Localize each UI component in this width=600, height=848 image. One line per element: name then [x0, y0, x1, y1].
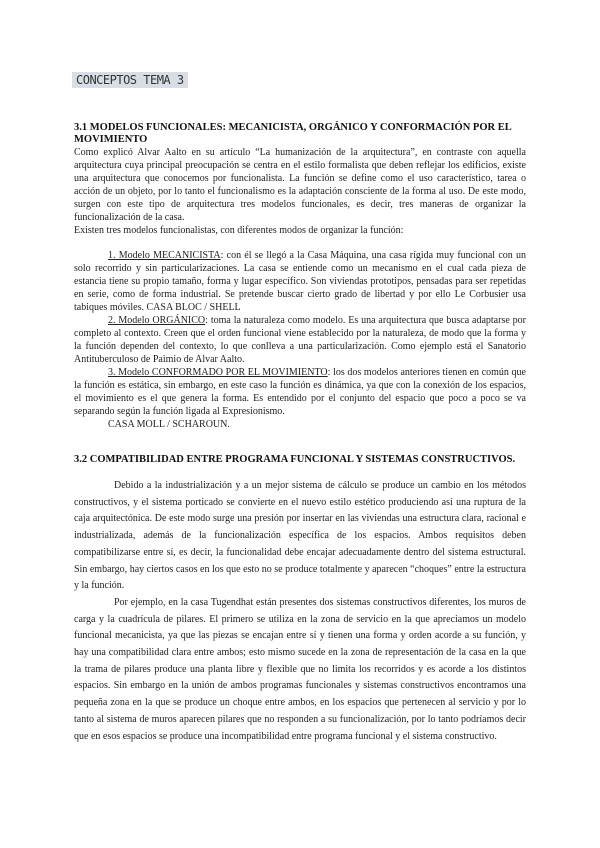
- section-3-2-title: 3.2 COMPATIBILIDAD ENTRE PROGRAMA FUNCIONAL Y SISTEMAS CONSTRUCTIVOS.: [74, 454, 516, 465]
- topic-tag: CONCEPTOS TEMA 3: [72, 72, 188, 88]
- model-movimiento-text: : los dos modelos anteriores tienen en común que la función es estática, sin embargo, en este caso la función es dinámica, ya que con la conexión de los espacios, el movimiento es el que genera la forma. Es entendido por el conjunto del espacio que poco a poco se va separando según la función ligada al Expresionismo.: [74, 367, 526, 417]
- section-3-2-paragraph-1: Debido a la industrialización y a un mejor sistema de cálculo se produce un cambio en los métodos constructivos, y el sistema porticado se convierte en el nuevo estilo estético produciendo así una ruptura de la caja arquitectónica. De este modo surge una presión por insertar en las viviendas una estructura clara, racional e industrializada, además de la funcionalización específica de los espacios. Ambos requisitos deben compatibilizarse entre sí, es decir, la funcionalidad debe encajar adecuadamente dentro del sistema estructural. Sin embargo, hay ciertos casos en los que esto no se produce totalmente y aparecen “choques” entre la estructura y la función.: [74, 480, 526, 592]
- section-3-2: [74, 453, 526, 745]
- model-organico-text: : toma la naturaleza como modelo. Es una arquitectura que busca adaptarse por completo al contexto. Creen que el orden funcional viene establecido por la naturaleza, de modo que la forma y la función dependen del contexto, lo que conlleva a una particularización. Como ejemplo está el Sanatorio Antituberculoso de Paimio de Alvar Aalto.: [74, 315, 526, 365]
- model-organico-label: 2. Modelo ORGÁNICO: [108, 315, 206, 326]
- model-mecanicista-label: 1. Modelo MECANICISTA: [108, 250, 221, 261]
- model-movimiento-label: 3. Modelo CONFORMADO POR EL MOVIMIENTO: [108, 367, 328, 378]
- model-movimiento: [74, 366, 526, 418]
- section-3-1-lead: Existen tres modelos funcionalistas, con diferentes modos de organizar la función:: [74, 225, 404, 236]
- section-3-2-paragraph-2: Por ejemplo, en la casa Tugendhat están presentes dos sistemas constructivos diferentes, los muros de carga y la cuadrícula de pilares. El primero se utiliza en la zona de servicio en la que apreciamos un modelo funcional mecanicista, ya que las piezas se encajan entre sí y tienen una forma y orden acorde a su función, y hay una compatibilidad clara entre ambos; esto mismo sucede en la zona de representación de la casa en la que la trama de pilares produce una planta libre y flexible que no limita los recorridos y es acorde a los distintos espacios. Sin embargo en la unión de ambos programas funcionales y sistemas constructivos encontramos una pequeña zona en la que se produce un choque entre ambos, en los espacios que pertenecen al servicio y por lo tanto al sistema de muros aparecen pilares que no responden a su funcionalización, por lo tanto podríamos decir que en esos espacios se produce una incompatibilidad entre programa funcional y el sistema constructivo.: [74, 596, 526, 742]
- section-3-1-intro: Como explicó Alvar Aalto en su artículo “La humanización de la arquitectura”, en contraste con aquella arquitectura cuya principal preocupación se centra en el estilo formalista que deben reflejar los edificios, existe una arquitectura que conocemos por funcionalista. La función se define como el uso característico, tarea o acción de un objeto, por lo tanto el funcionalismo es la adaptación consciente de la forma al uso. De este modo, surgen con este tipo de arquitectura tres modelos funcionales, es decir, tres maneras de organizar la funcionalización de la casa.: [74, 147, 526, 223]
- model-movimiento-example: CASA MOLL / SCHAROUN.: [108, 419, 230, 430]
- model-organico: [74, 314, 526, 366]
- section-3-1: [74, 122, 526, 431]
- document-body: [74, 122, 526, 745]
- model-mecanicista-text: : con él se llegó a la Casa Máquina, una casa rígida muy funcional con un solo recorrido y sin particularizaciones. La casa se entiende como un mecanismo en el cual cada pieza de estancia tiene su propio tamaño, forma y lugar específico. Son viviendas prototipos, pensadas para ser repetidas en serie, como de forma industrial. Se pretende buscar cierto grado de libertad y por ello Le Corbusier usa tabiques móviles. CASA BLOC / SHELL: [74, 250, 526, 313]
- model-mecanicista: [74, 249, 526, 314]
- section-3-1-title: 3.1 MODELOS FUNCIONALES: MECANICISTA, ORGÁNICO Y CONFORMACIÓN POR EL MOVIMIENTO: [74, 122, 512, 145]
